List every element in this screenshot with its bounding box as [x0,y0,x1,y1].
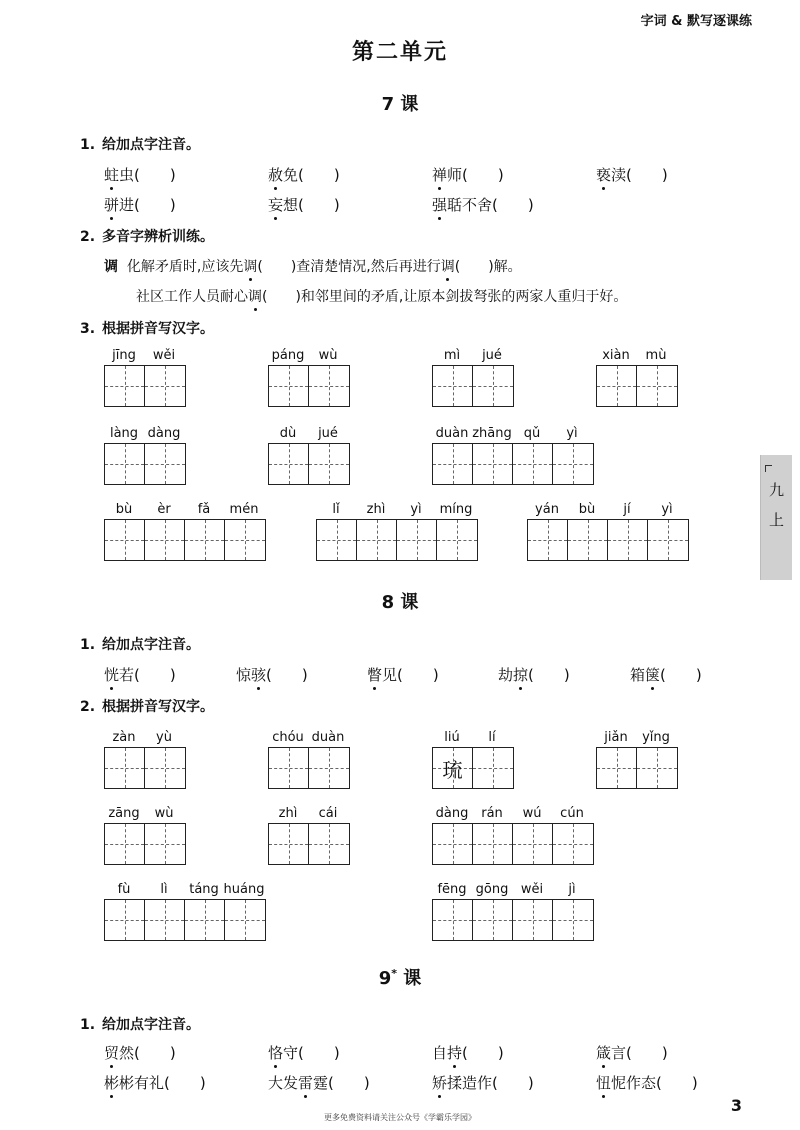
dotted-char: 箧 [645,666,661,684]
pinyin-label: lǐ [332,502,340,517]
sentence-part: ( )查清楚情况,然后再进行 [257,259,441,275]
item-suffix[interactable]: 然( ) [119,1044,176,1062]
pinyin-label: làng [109,426,139,441]
item-prefix: 大发 [268,1074,299,1092]
writing-cell[interactable] [185,900,225,940]
pinyin-label: zāng [108,806,140,821]
writing-grid [104,365,186,407]
dotted-char: 持 [447,1044,463,1062]
pinyin-label: èr [157,502,171,517]
pinyin-item [367,664,439,685]
question-number: 1. [80,137,96,153]
pinyin-label: wù [154,806,174,821]
writing-grid [104,443,186,485]
item-suffix[interactable]: 免( ) [283,166,340,184]
pinyin-label: jí [623,502,631,517]
writing-cell[interactable] [225,900,265,940]
writing-cell[interactable] [608,520,648,560]
pinyin-item [104,664,176,685]
question-text: 给加点字注音。 [102,1017,200,1033]
item-suffix[interactable]: 想( ) [283,196,340,214]
item-suffix[interactable]: 若( ) [119,666,176,684]
writing-grid [316,519,478,561]
pinyin-label: fù [117,882,131,897]
pinyin-label: bù [578,502,596,517]
writing-cell[interactable] [637,748,677,788]
pinyin-item [596,1042,668,1063]
writing-grid [104,747,186,789]
writing-grid [268,747,350,789]
pinyin-label: bù [115,502,133,517]
writing-grid [432,823,594,865]
pinyin-item [268,164,340,185]
item-suffix[interactable]: 守( ) [283,1044,340,1062]
writing-grid [596,365,678,407]
writing-cell[interactable] [473,900,513,940]
writing-cell[interactable] [105,366,145,406]
pinyin-label: lí [488,730,496,745]
pinyin-item [596,1072,698,1093]
pinyin-label: dàng [147,426,181,441]
pinyin-label: duàn [311,730,345,745]
dotted-char: 掠 [513,666,529,684]
question-text: 根据拼音写汉字。 [102,321,214,337]
writing-cell[interactable] [309,366,349,406]
question-number: 2. [80,699,96,715]
pinyin-label: táng [189,882,219,897]
pinyin-label: qǔ [523,426,541,441]
writing-cell[interactable] [553,900,593,940]
writing-grid [104,823,186,865]
pinyin-label: rán [481,806,503,821]
pinyin-label: yǐng [642,730,670,745]
sentence-part: ( )解。 [454,259,522,275]
polyphone-sentence-2 [136,286,627,306]
writing-cell[interactable] [597,748,637,788]
pinyin-label: jué [482,348,502,363]
side-tab-grade: 九 [768,481,784,499]
pinyin-label: chóu [272,730,304,745]
lesson-7-q3-title [80,318,214,338]
pinyin-label: yù [156,730,172,745]
writing-cell[interactable] [473,824,513,864]
writing-cell[interactable] [513,824,553,864]
item-prefix: 自 [432,1044,448,1062]
question-number: 2. [80,229,96,245]
writing-grid [104,519,266,561]
pinyin-label: jīng [112,348,136,363]
question-text: 根据拼音写汉字。 [102,699,214,715]
pinyin-item [268,1072,370,1093]
writing-cell[interactable] [648,520,688,560]
writing-grid [268,443,350,485]
dotted-char: 赦 [268,166,284,184]
pinyin-item [104,164,176,185]
writing-cell[interactable] [473,366,513,406]
dotted-char: 亵 [596,166,612,184]
question-text: 给加点字注音。 [102,637,200,653]
dotted-char: 蛀 [104,166,120,184]
lesson-7-q1-title [80,134,200,154]
pinyin-item [498,664,570,685]
dotted-char: 妄 [268,196,284,214]
writing-cell[interactable] [568,520,608,560]
item-suffix[interactable]: ( ) [462,1044,504,1062]
bracket-icon [765,465,772,472]
writing-cell[interactable] [357,520,397,560]
dotted-char: 骈 [104,196,120,214]
header-tag: 字词 & 默写逐课练 [640,14,752,29]
pinyin-label: wěi [152,348,176,363]
writing-cell[interactable] [105,520,145,560]
writing-cell[interactable] [437,520,477,560]
pinyin-label: yì [410,502,422,517]
question-text: 多音字辨析训练。 [102,229,214,245]
pinyin-label: lì [160,882,168,897]
writing-cell[interactable] [309,748,349,788]
writing-cell[interactable] [269,444,309,484]
pinyin-item [432,194,534,215]
lesson-8-q1-title [80,634,200,654]
writing-cell[interactable] [433,900,473,940]
item-suffix[interactable]: 霆( ) [313,1074,370,1092]
writing-cell[interactable] [433,748,473,788]
written-char: 琉 [442,758,463,782]
pinyin-label: xiàn [602,348,630,363]
item-prefix: 惊 [236,666,252,684]
pinyin-item [596,164,668,185]
item-suffix[interactable]: ( ) [660,666,702,684]
pinyin-label: wěi [520,882,544,897]
item-suffix[interactable]: 怩作态( ) [611,1074,698,1092]
sentence-part: 化解矛盾时,应该先 [126,259,244,275]
writing-cell[interactable] [145,900,185,940]
dotted-char: 强 [432,196,448,214]
writing-cell[interactable] [105,824,145,864]
writing-cell[interactable] [473,748,513,788]
writing-cell[interactable] [597,366,637,406]
writing-grid [268,823,350,865]
writing-cell[interactable] [553,824,593,864]
pinyin-item [432,1042,504,1063]
dotted-char: 雷 [298,1074,314,1092]
item-suffix[interactable]: 虫( ) [119,166,176,184]
writing-cell[interactable] [309,824,349,864]
item-suffix[interactable]: ( ) [266,666,308,684]
writing-cell[interactable] [185,520,225,560]
item-suffix[interactable]: 言( ) [611,1044,668,1062]
pinyin-label: cái [318,806,338,821]
dotted-char: 调 [441,256,455,276]
writing-grid [104,899,266,941]
writing-cell[interactable] [269,748,309,788]
item-suffix[interactable]: 聒不舍( ) [447,196,534,214]
writing-cell[interactable] [513,444,553,484]
dotted-char: 箴 [596,1044,612,1062]
writing-cell[interactable] [269,824,309,864]
dotted-char: 禅 [432,166,448,184]
writing-cell[interactable] [637,366,677,406]
pinyin-label: gōng [475,882,509,897]
question-number: 1. [80,637,96,653]
pinyin-label: cún [560,806,584,821]
writing-grid [596,747,678,789]
writing-grid [527,519,689,561]
pinyin-label: zhì [366,502,386,517]
writing-cell[interactable] [553,444,593,484]
pinyin-item [236,664,308,685]
item-prefix: 箱 [630,666,646,684]
item-suffix[interactable]: 见( ) [382,666,439,684]
pinyin-label: fǎ [197,502,211,517]
pinyin-item [432,1072,534,1093]
pinyin-label: fēng [437,882,467,897]
dotted-char: 骇 [251,666,267,684]
pinyin-label: yì [566,426,578,441]
writing-cell[interactable] [433,366,473,406]
pinyin-item [268,194,340,215]
pinyin-label: míng [439,502,473,517]
writing-cell[interactable] [105,444,145,484]
writing-cell[interactable] [269,366,309,406]
pinyin-item [104,1072,206,1093]
dotted-char: 恪 [268,1044,284,1062]
sentence-part: ( )和邻里间的矛盾,让原本剑拔弩张的两家人重归于好。 [262,289,628,305]
pinyin-label: jì [568,882,576,897]
item-suffix[interactable]: 师( ) [447,166,504,184]
pinyin-label: zhì [278,806,298,821]
pinyin-item [268,1042,340,1063]
writing-cell[interactable] [105,748,145,788]
writing-grid [268,365,350,407]
dotted-char: 矫 [432,1074,448,1092]
optional-mark: * [391,967,397,980]
pinyin-label: jiǎn [604,730,628,745]
pinyin-label: zhāng [472,426,512,441]
pinyin-label: wù [318,348,338,363]
dotted-char: 瞥 [367,666,383,684]
pinyin-label: wú [522,806,542,821]
writing-cell[interactable] [397,520,437,560]
writing-grid [432,365,514,407]
lesson-suffix: 课 [403,968,422,989]
item-suffix[interactable]: ( ) [528,666,570,684]
writing-cell[interactable] [317,520,357,560]
writing-cell[interactable] [309,444,349,484]
dotted-char: 彬 [104,1074,120,1092]
writing-cell[interactable] [145,824,185,864]
pinyin-item [432,164,504,185]
lesson-8-title: 8 课 [381,592,419,613]
pinyin-label: mì [443,348,461,363]
writing-cell[interactable] [105,900,145,940]
pinyin-item [104,194,176,215]
side-tab [760,455,792,580]
writing-grid [432,443,594,485]
item-suffix[interactable]: 进( ) [119,196,176,214]
dotted-char: 调 [248,286,262,306]
writing-cell[interactable] [433,824,473,864]
pinyin-label: mù [645,348,667,363]
pinyin-item [630,664,702,685]
writing-cell[interactable] [473,444,513,484]
writing-cell[interactable] [145,366,185,406]
polyphone-sentence-1 [104,256,522,276]
lesson-number: 9 [378,968,392,989]
item-suffix[interactable]: 揉造作( ) [447,1074,534,1092]
pinyin-label: dù [279,426,297,441]
unit-title: 第二单元 [351,40,448,65]
writing-cell[interactable] [145,444,185,484]
pinyin-label: páng [271,348,305,363]
pinyin-label: jué [318,426,338,441]
polyphone-key: 调 [104,259,118,275]
dotted-char: 调 [243,256,257,276]
question-number: 1. [80,1017,96,1033]
writing-cell[interactable] [528,520,568,560]
lesson-9-title [0,964,800,990]
dotted-char: 忸 [596,1074,612,1092]
dotted-char: 恍 [104,666,120,684]
pinyin-label: yán [535,502,559,517]
question-number: 3. [80,321,96,337]
lesson-9-q1-title [80,1014,200,1034]
pinyin-label: mén [229,502,259,517]
writing-cell[interactable] [145,520,185,560]
lesson-7-q2-title [80,226,214,246]
sentence-part: 社区工作人员耐心 [136,289,248,305]
item-suffix[interactable]: 渎( ) [611,166,668,184]
question-text: 给加点字注音。 [102,137,200,153]
writing-grid [432,899,594,941]
writing-cell[interactable] [145,748,185,788]
writing-cell[interactable] [433,444,473,484]
side-tab-term: 上 [768,511,784,529]
writing-cell[interactable] [513,900,553,940]
pinyin-label: duàn [435,426,469,441]
page-number: 3 [730,1096,742,1115]
lesson-7-title: 7 课 [381,94,419,115]
writing-cell[interactable] [225,520,265,560]
dotted-char: 贸 [104,1044,120,1062]
pinyin-label: huáng [223,882,265,897]
pinyin-item [104,1042,176,1063]
pinyin-label: zàn [112,730,136,745]
pinyin-label: yì [661,502,673,517]
item-suffix[interactable]: 彬有礼( ) [119,1074,206,1092]
pinyin-label: liú [444,730,460,745]
item-prefix: 劫 [498,666,514,684]
writing-grid [432,747,514,789]
lesson-8-q2-title [80,696,214,716]
footer-note: 更多免费资料请关注公众号《学霸乐学园》 [324,1113,476,1122]
pinyin-label: dàng [435,806,469,821]
